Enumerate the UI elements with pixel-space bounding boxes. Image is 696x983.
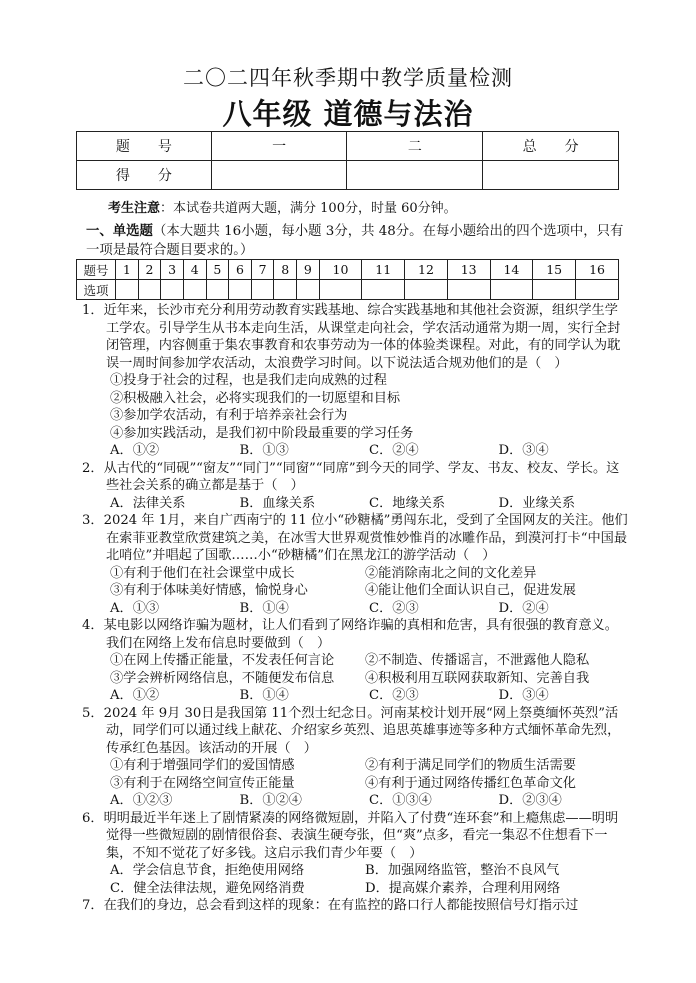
answer-row-label: 选项 xyxy=(77,280,116,300)
answer-choice[interactable]: A．①② xyxy=(110,443,160,458)
answer-number-cell: 15 xyxy=(533,260,576,280)
question-text: 2．从古代的“同砚”“窗友”“同门”“同窗”“同席”到今天的同学、学友、书友、校友、学长。这些社会关系的确立都是基于（ ） xyxy=(82,460,620,493)
question-statement: ④积极利用互联网获取新知、完善自我 xyxy=(365,670,590,686)
exam-notice xyxy=(108,197,457,216)
score-entry-cell[interactable] xyxy=(483,161,619,190)
question-list xyxy=(82,302,628,915)
answer-entry-cell[interactable] xyxy=(138,280,161,300)
question-statement: ①有利于他们在社会课堂中成长 xyxy=(110,565,295,581)
answer-entry-cell[interactable] xyxy=(116,280,139,300)
answer-number-cell: 13 xyxy=(447,260,490,280)
score-cell: 题 号 xyxy=(77,132,212,161)
score-cell: 总 分 xyxy=(483,132,619,161)
answer-entry-cell[interactable] xyxy=(490,280,533,300)
answer-choice[interactable]: B．①③ xyxy=(239,443,289,458)
statement-row xyxy=(82,757,628,775)
choice-row xyxy=(82,600,628,618)
question-statement: ②能消除南北之间的文化差异 xyxy=(365,565,537,581)
question-text: 6．明明最近半年迷上了剧情紧凑的网络微短剧，并陷入了付费“连环套”和上瘾焦虑——明明觉得一些微短剧的剧情很俗套、表演生硬夸张，但“爽”点多，看完一集忍不住想看下一集，不知不觉花了好多钱。这启示我们青少年要（ ） xyxy=(82,810,619,861)
statement-row xyxy=(82,582,628,600)
score-table xyxy=(76,131,619,190)
answer-number-cell: 10 xyxy=(319,260,362,280)
question-text: 7．在我们的身边，总会看到这样的现象：在有监控的路口行人都能按照信号灯指示过 xyxy=(82,898,579,913)
answer-number-cell: 11 xyxy=(362,260,405,280)
answer-row-label: 题号 xyxy=(77,260,116,280)
question-text: 1．近年来，长沙市充分利用劳动教育实践基地、综合实践基地和其他社会资源，组织学生学工学农。引导学生从书本走向生活，从课堂走向社会，学农活动通常为期一周，实行全封闭管理，内容侧重于集农事教育和农事劳动为一体的体验类课程。对此，有的同学认为耽误一周时间参加学农活动，太浪费学习时间。以下说法适合规劝他们的是（ ） xyxy=(82,303,621,371)
score-table-row xyxy=(77,132,619,161)
section-heading xyxy=(86,222,626,260)
question-statement: ①有利于增强同学们的爱国情感 xyxy=(110,758,295,773)
answer-choice[interactable]: D．②③④ xyxy=(498,793,562,808)
answer-choice[interactable]: A．①③ xyxy=(110,600,160,616)
statement-row xyxy=(82,652,628,670)
answer-number-cell: 7 xyxy=(251,260,274,280)
answer-choice[interactable]: D．业缘关系 xyxy=(498,495,576,511)
answer-number-cell: 2 xyxy=(138,260,161,280)
answer-entry-cell[interactable] xyxy=(297,280,320,300)
answer-number-cell: 8 xyxy=(274,260,297,280)
choice-row xyxy=(82,792,628,810)
question-statement: ③参加学农活动，有利于培养亲社会行为 xyxy=(110,408,348,423)
answer-choice[interactable]: A．法律关系 xyxy=(110,495,186,511)
answer-entry-cell[interactable] xyxy=(533,280,576,300)
answer-entry-cell[interactable] xyxy=(274,280,297,300)
question xyxy=(82,705,628,810)
score-table-row xyxy=(77,161,619,190)
notice-label: 考生注意 xyxy=(108,201,161,216)
answer-entry-cell[interactable] xyxy=(362,280,405,300)
answer-number-cell: 5 xyxy=(206,260,229,280)
question-text: 5．2024 年 9月 30日是我国第 11个烈士纪念日。河南某校计划开展“网上祭奠缅怀英烈”活动，同学们可以通过线上献花、介绍家乡英烈、追思英雄事迹等多种方式缅怀革命先烈，传承红色基因。该活动的开展（ ） xyxy=(82,705,621,756)
question-statement: ②积极融入社会，必将实现我们的一切愿望和目标 xyxy=(110,390,401,406)
answer-entry-cell[interactable] xyxy=(161,280,184,300)
question-statement: B．加强网络监管，整治不良风气 xyxy=(365,863,560,878)
answer-entry-cell[interactable] xyxy=(251,280,274,300)
answer-choice[interactable]: D．③④ xyxy=(498,688,549,703)
answer-choice[interactable]: B．①②④ xyxy=(239,793,302,808)
question-statement: ③学会辨析网络信息，不随便发布信息 xyxy=(110,670,335,686)
question xyxy=(82,810,628,898)
question xyxy=(82,897,628,915)
answer-choice[interactable]: C．②④ xyxy=(369,443,419,458)
score-cell: 一 xyxy=(211,132,347,161)
score-entry-cell[interactable] xyxy=(347,161,483,190)
exam-title: 二〇二四年秋季期中教学质量检测 xyxy=(183,66,513,90)
choice-row xyxy=(82,687,628,705)
answer-number-cell: 1 xyxy=(116,260,139,280)
answer-number-cell: 14 xyxy=(490,260,533,280)
score-entry-cell[interactable] xyxy=(211,161,347,190)
statement-row xyxy=(82,565,628,583)
answer-choice[interactable]: C．地缘关系 xyxy=(369,495,446,511)
answer-entry-cell[interactable] xyxy=(229,280,252,300)
answer-choice[interactable]: C．②③ xyxy=(369,688,419,703)
statement-row xyxy=(82,775,628,793)
answer-table xyxy=(76,259,619,300)
question-statement: ②不制造、传播谣言，不泄露他人隐私 xyxy=(365,653,590,668)
answer-number-row xyxy=(77,260,619,280)
answer-choice[interactable]: B．①④ xyxy=(239,688,289,703)
answer-choice[interactable]: A．①② xyxy=(110,688,160,703)
choice-row xyxy=(82,442,628,460)
choice-row xyxy=(82,495,628,513)
answer-entry-cell[interactable] xyxy=(576,280,619,300)
question-statement: C．健全法律法规，避免网络消费 xyxy=(110,880,305,896)
answer-choice[interactable]: D．②④ xyxy=(498,600,549,616)
question xyxy=(82,302,628,460)
question-statement: A．学会信息节食，拒绝使用网络 xyxy=(110,863,305,878)
question-statement: ③有利于在网络空间宣传正能量 xyxy=(110,775,295,791)
answer-entry-cell[interactable] xyxy=(183,280,206,300)
exam-subtitle: 八年级 道德与法治 xyxy=(222,97,474,131)
answer-number-cell: 3 xyxy=(161,260,184,280)
question xyxy=(82,617,628,705)
question-text: 4．某电影以网络诈骗为题材，让人们看到了网络诈骗的真相和危害，具有很强的教育意义。我们在网络上发布信息时要做到（ ） xyxy=(82,618,618,651)
question-statement: D．提高媒介素养，合理利用网络 xyxy=(365,880,561,896)
answer-number-cell: 9 xyxy=(297,260,320,280)
answer-choice[interactable]: C．①③④ xyxy=(369,793,432,808)
question xyxy=(82,460,628,513)
answer-choice-row xyxy=(77,280,619,300)
question-statement: ②有利于满足同学们的物质生活需要 xyxy=(365,758,576,773)
answer-number-cell: 4 xyxy=(183,260,206,280)
question-statement: ④有利于通过网络传播红色革命文化 xyxy=(365,775,576,791)
answer-number-cell: 12 xyxy=(405,260,448,280)
answer-choice[interactable]: D．③④ xyxy=(498,443,549,458)
statement-row xyxy=(82,880,628,898)
answer-entry-cell[interactable] xyxy=(319,280,362,300)
answer-choice[interactable]: B．①④ xyxy=(239,600,289,616)
answer-choice[interactable]: B．血缘关系 xyxy=(239,495,316,511)
answer-choice[interactable]: A．①②③ xyxy=(110,793,173,808)
question xyxy=(82,512,628,617)
section-label: 一、单选题 xyxy=(86,223,153,239)
score-cell: 得 分 xyxy=(77,161,212,190)
question-statement: ④参加实践活动，是我们初中阶段最重要的学习任务 xyxy=(110,425,414,441)
answer-entry-cell[interactable] xyxy=(447,280,490,300)
question-statement: ①在网上传播正能量，不发表任何言论 xyxy=(110,653,335,668)
answer-choice[interactable]: C．②③ xyxy=(369,600,419,616)
question-statement: ③有利于体味美好情感，愉悦身心 xyxy=(110,583,308,598)
statement-row xyxy=(82,670,628,688)
answer-entry-cell[interactable] xyxy=(405,280,448,300)
answer-number-cell: 16 xyxy=(576,260,619,280)
notice-text: ：本试卷共道两大题，满分 100分，时量 60分钟。 xyxy=(160,201,457,216)
answer-number-cell: 6 xyxy=(229,260,252,280)
question-statement: ④能让他们全面认识自己，促进发展 xyxy=(365,583,576,598)
question-statement: ①投身于社会的过程，也是我们走向成熟的过程 xyxy=(110,373,387,388)
statement-row xyxy=(82,862,628,880)
section-instructions: （本大题共 16小题，每小题 3分，共 48分。在每小题给出的四个选项中，只有一项是最符合题目要求的。） xyxy=(86,224,624,258)
question-text: 3．2024 年 1月，来自广西南宁的 11 位小“砂糖橘”勇闯东北，受到了全国网友的关注。他们在索菲亚教堂欣赏建筑之美，在冰雪大世界观赏惟妙惟肖的冰雕作品，到漠河打卡“中国最北哨位”并唱起了国歌……小“砂糖橘”们在黑龙江的游学活动（ ） xyxy=(82,513,628,563)
score-cell: 二 xyxy=(347,132,483,161)
answer-entry-cell[interactable] xyxy=(206,280,229,300)
